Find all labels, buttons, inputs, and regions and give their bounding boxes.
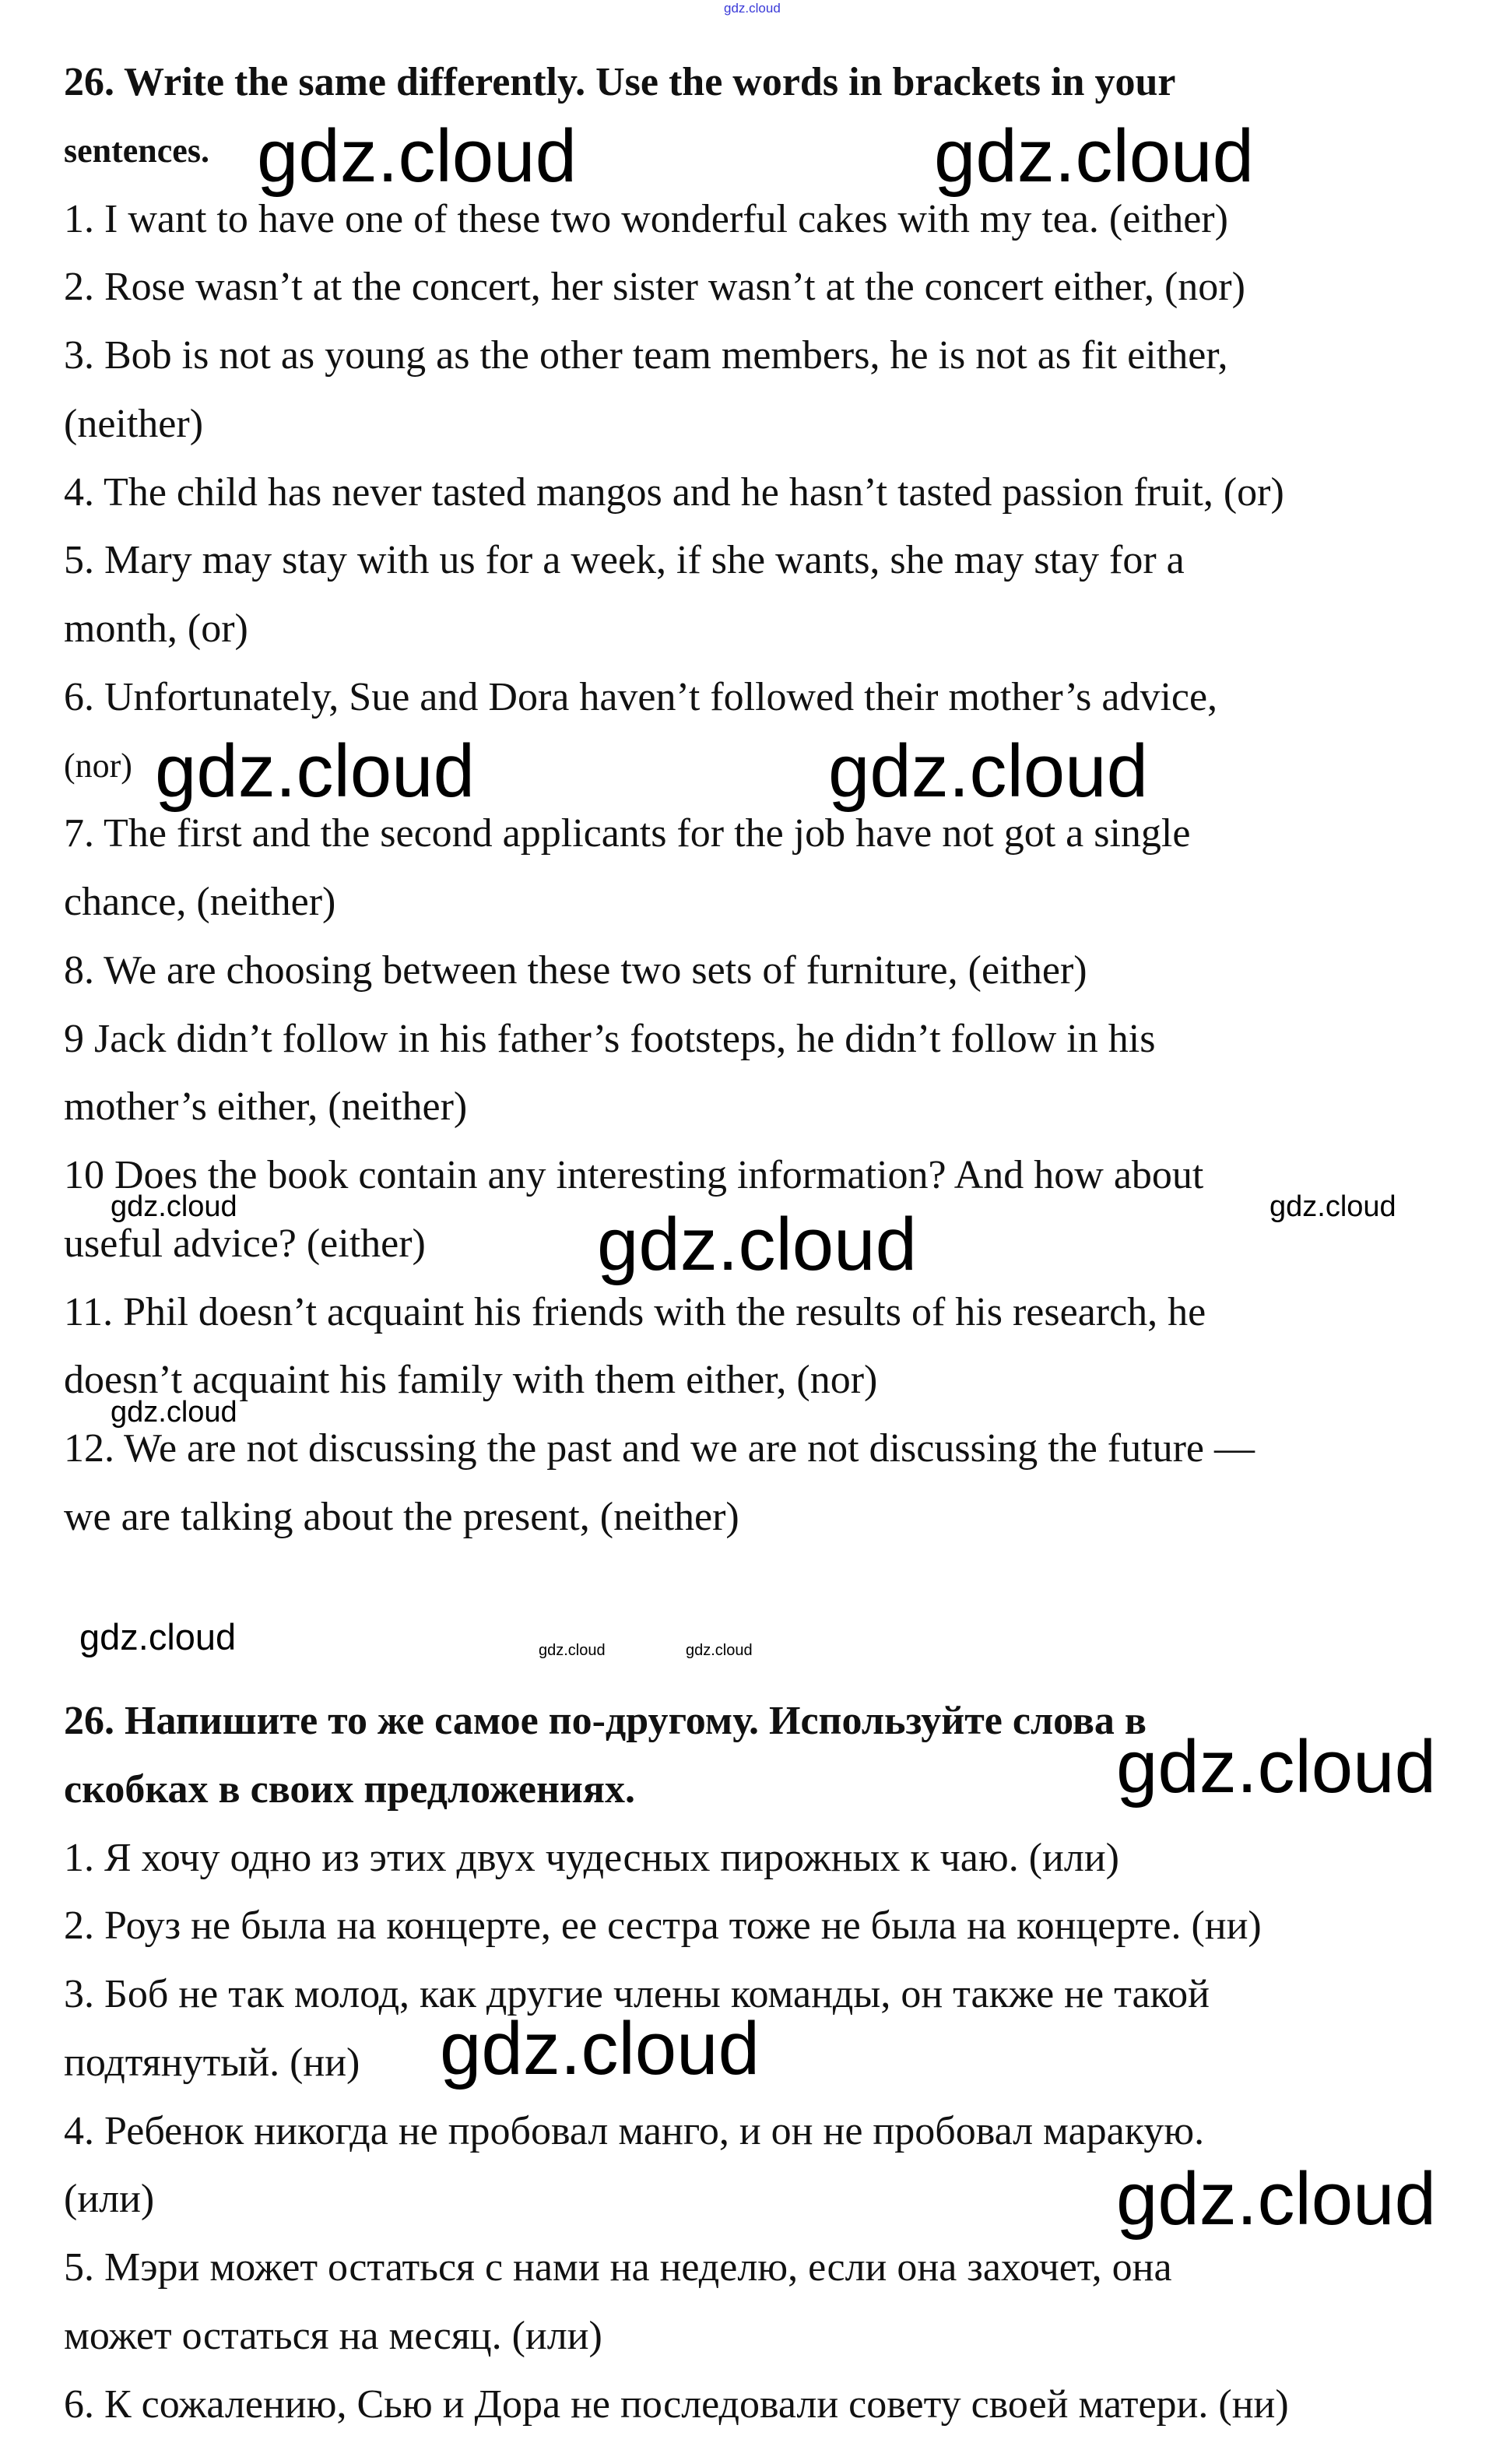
english-line: 11. Phil doesn’t acquaint his friends with the results of his research, he xyxy=(64,1289,1206,1334)
english-line: 2. Rose wasn’t at the concert, her sister wasn’t at the concert either, (nor) xyxy=(64,265,1245,310)
english-line: 7. The first and the second applicants for the job have not got a single xyxy=(64,811,1191,856)
english-line: month, (or) xyxy=(64,606,248,651)
russian-title-line2: скобках в своих предложениях. xyxy=(64,1766,635,1812)
english-title-line2: sentences. xyxy=(64,131,209,170)
watermark: gdz.cloud xyxy=(597,1203,917,1286)
russian-line: 4. Ребенок никогда не пробовал манго, и он не пробовал маракую. xyxy=(64,2108,1205,2153)
russian-line: 6. К сожалению, Сью и Дора не последовали совету своей матери. (ни) xyxy=(64,2381,1289,2427)
english-line: we are talking about the present, (neither) xyxy=(64,1494,739,1539)
watermark: gdz.cloud xyxy=(155,729,475,813)
russian-line: (или) xyxy=(64,2177,155,2222)
english-line: 1. I want to have one of these two wonderful cakes with my tea. (either) xyxy=(64,196,1228,241)
watermark: gdz.cloud xyxy=(111,1190,237,1223)
russian-line: подтянутый. (ни) xyxy=(64,2040,360,2085)
english-line: (nor) xyxy=(64,746,132,785)
english-line: 3. Bob is not as young as the other team members, he is not as fit either, xyxy=(64,333,1228,378)
watermark: gdz.cloud xyxy=(724,1,781,16)
watermark: gdz.cloud xyxy=(440,2007,760,2090)
watermark: gdz.cloud xyxy=(686,1642,753,1659)
english-line: 12. We are not discussing the past and we are not discussing the future — xyxy=(64,1426,1255,1471)
watermark: gdz.cloud xyxy=(111,1396,237,1429)
english-line: chance, (neither) xyxy=(64,880,336,924)
english-line: mother’s either, (neither) xyxy=(64,1084,468,1130)
russian-line: 5. Мэри может остаться с нами на неделю, если она захочет, она xyxy=(64,2245,1172,2290)
russian-line: 2. Роуз не была на концерте, ее сестра тоже не была на концерте. (ни) xyxy=(64,1903,1262,1949)
english-title-line1: 26. Write the same differently. Use the words in brackets in your xyxy=(64,60,1176,104)
watermark: gdz.cloud xyxy=(934,114,1254,198)
english-line: 10 Does the book contain any interesting information? And how about xyxy=(64,1153,1204,1197)
watermark: gdz.cloud xyxy=(1116,1725,1436,1808)
english-line: 6. Unfortunately, Sue and Dora haven’t followed their mother’s advice, xyxy=(64,674,1218,719)
russian-line: 1. Я хочу одно из этих двух чудесных пирожных к чаю. (или) xyxy=(64,1835,1119,1880)
english-line: useful advice? (either) xyxy=(64,1221,426,1266)
watermark: gdz.cloud xyxy=(257,114,577,198)
watermark: gdz.cloud xyxy=(1269,1190,1396,1223)
russian-line: 3. Боб не так молод, как другие члены команды, он также не такой xyxy=(64,1972,1210,2016)
english-line: 9 Jack didn’t follow in his father’s footsteps, he didn’t follow in his xyxy=(64,1016,1156,1061)
russian-line: может остаться на месяц. (или) xyxy=(64,2313,602,2358)
watermark: gdz.cloud xyxy=(828,729,1148,813)
english-line: (neither) xyxy=(64,401,204,446)
watermark: gdz.cloud xyxy=(539,1642,606,1659)
english-line: 8. We are choosing between these two sets of furniture, (either) xyxy=(64,947,1087,993)
russian-title-line1: 26. Напишите то же самое по-другому. Используйте слова в xyxy=(64,1699,1147,1743)
english-line: 4. The child has never tasted mangos and he hasn’t tasted passion fruit, (or) xyxy=(64,469,1284,515)
watermark: gdz.cloud xyxy=(79,1616,237,1657)
english-line: doesn’t acquaint his family with them either, (nor) xyxy=(64,1358,878,1403)
watermark: gdz.cloud xyxy=(1116,2157,1436,2241)
english-line: 5. Mary may stay with us for a week, if she wants, she may stay for a xyxy=(64,538,1185,583)
